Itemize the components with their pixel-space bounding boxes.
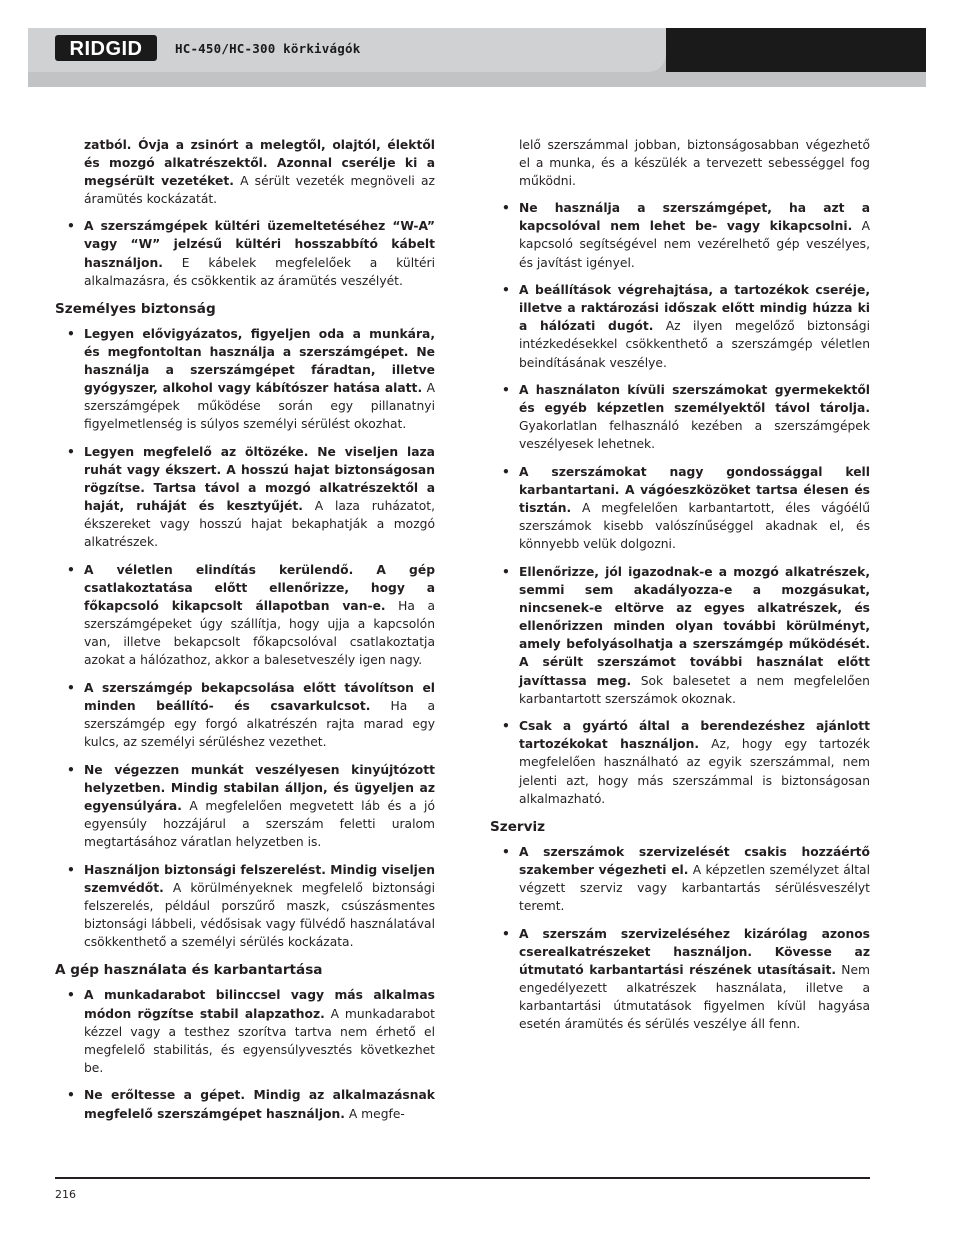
- list-item-text: Ha a szerszámgép egy forgó alkatrészén rajta marad egy kulcs, az személyi sérüléshez vezethet.: [84, 699, 435, 750]
- left-intro-list: [55, 217, 435, 289]
- list-item-bold: A véletlen elindítás kerülendő. A gép csatlakoztatása előtt ellenőrizze, hogy a főkapcsoló kikapcsolt állapotban van-e.: [84, 562, 435, 614]
- list-item-bold: Ne erőltesse a gépet. Mindig az alkalmazásnak megfelelő szerszámgépet használjon.: [84, 1088, 435, 1121]
- left-intro-text: A sérült vezeték megnöveli az áramütés kockázatát.: [84, 174, 435, 207]
- header-black-bar: [666, 28, 926, 72]
- list-item: [490, 281, 870, 371]
- list-item: [55, 443, 435, 552]
- list-item-bold: A szerszámok szervizelését csakis hozzáértő szakember végezheti el.: [519, 844, 870, 877]
- left-intro-paragraph: [55, 136, 435, 208]
- machine-use-list: [55, 986, 435, 1122]
- list-item: [55, 325, 435, 434]
- list-item-text: E kábelek megfelelőek a kültéri alkalmazásra, és csökkentik az áramütés veszélyét.: [84, 255, 435, 288]
- list-item-bold: A szerszámokat nagy gondossággal kell karbantartani. A vágóeszközöket tartsa élesen és tisztán.: [519, 465, 870, 516]
- list-item-text: A kapcsoló segítségével nem vezérelhető gép veszélyes, és javítást igényel.: [519, 219, 870, 270]
- list-item-text: A laza ruházatot, ékszereket vagy hosszú hajat bekaphatják a mozgó alkatrészek.: [84, 499, 435, 550]
- list-item: [55, 861, 435, 951]
- list-item-bold: A használaton kívüli szerszámokat gyermekektől és egyéb képzetlen személyektől távol tárolja.: [519, 383, 870, 416]
- list-item-text: Az, hogy egy tartozék megfelelően használható az egyik szerszámmal, nem jelenti azt, hogy más szerszámmal is biztonságosan alkalmazható.: [519, 737, 870, 806]
- list-item: [490, 381, 870, 453]
- list-item-bold: A szerszámgép bekapcsolása előtt távolítson el minden beállító- és csavarkulcsot.: [84, 681, 435, 714]
- ridgid-logo: [55, 35, 157, 61]
- page-title: HC-450/HC-300 körkivágók: [175, 41, 361, 56]
- list-item-text: Gyakorlatlan felhasználó kezében a szerszámgépek veszélyesek lehetnek.: [519, 419, 870, 452]
- list-item-text: A megfelelően karbantartott, éles vágóélű szerszámok kisebb valószínűséggel akadnak el, és könnyebb velük dolgozni.: [519, 501, 870, 552]
- list-item: [55, 761, 435, 851]
- logo-text: RIDGID: [69, 38, 143, 60]
- section-heading-machine-use: A gép használata és karbantartása: [55, 962, 323, 979]
- list-item: [55, 986, 435, 1076]
- list-item: [55, 217, 435, 289]
- list-item-bold: Csak a gyártó által a berendezéshez ajánlott tartozékokat használjon.: [519, 719, 870, 752]
- list-item-text: A munkadarabot kézzel vagy a testhez szorítva tartva nem érhető el megfelelő stabilitás, és egyensúlyvesztés következhet be.: [84, 1006, 435, 1075]
- personal-safety-list: [55, 325, 435, 952]
- list-item-text: A megfelelően megvetett láb és a jó egyensúly hozzájárul a szerszám feletti uralom megtartásához váratlan helyzetben is.: [84, 799, 435, 850]
- list-item: [490, 463, 870, 553]
- list-item: [490, 563, 870, 708]
- list-item: [490, 199, 870, 271]
- list-item-text: A körülményeknek megfelelő biztonsági felszerelés, például porszűrő maszk, csúszásmentes biztonsági lábbeli, védősisak vagy fülvédő használatával csökkenthető a személyi sérülés kockázata.: [84, 880, 435, 950]
- list-item-text: A képzetlen személyzet által végzett szerviz vagy karbantartás sérülésveszélyt teremt.: [519, 862, 870, 914]
- list-item-bold: A munkadarabot bilinccsel vagy más alkalmas módon rögzítse stabil alapzathoz.: [84, 988, 435, 1021]
- section-heading-personal-safety: Személyes biztonság: [55, 300, 216, 317]
- list-item-bold: A szerszámgépek kültéri üzemeltetéséhez “W-A” vagy “W” jelzésű kültéri hosszabbító kábelt használjon.: [84, 219, 435, 270]
- list-item-bold: Legyen megfelelő az öltözéke. Ne viseljen laza ruhát vagy ékszert. A hosszú hajat biztonságosan rögzítse. Tartsa távol a mozgó alkatrészektől a haját, ruháját és kesztyűjét.: [84, 444, 435, 514]
- list-item-bold: A beállítások végrehajtása, a tartozékok cseréje, illetve a raktározási időszak előtt mindig húzza ki a hálózati dugót.: [519, 283, 870, 334]
- list-item-text: A megfe-: [344, 1106, 405, 1121]
- list-item-bold: Legyen elővigyázatos, figyeljen oda a munkára, és megfontoltan használja a szerszámgépet. Ne használja a szerszámgépet fáradtan, illetve gyógyszer, alkohol vagy kábítószer hatása alatt.: [84, 326, 435, 396]
- list-item: [490, 717, 870, 807]
- list-item-bold: A szerszám szervizeléséhez kizárólag azonos cserealkatrészeket használjon. Kövesse az útmutató karbantartási részének utasításait.: [519, 926, 870, 977]
- list-item: [55, 679, 435, 751]
- service-list: [490, 843, 870, 1033]
- right-list: [490, 199, 870, 807]
- list-item: [490, 925, 870, 1034]
- list-item-text: Az ilyen megelőző biztonsági intézkedésekkel csökkenthető a szerszámgép véletlen beindításának veszélye.: [519, 319, 870, 370]
- right-column: [490, 136, 870, 1043]
- list-item-text: Nem engedélyezett alkatrészek használata, illetve a karbantartási útmutatások figyelmen kívül hagyása esetén áramütés és sérülés veszélye áll fenn.: [519, 962, 870, 1032]
- section-heading-service: Szerviz: [490, 818, 546, 835]
- list-item-bold: Használjon biztonsági felszerelést. Mindig viseljen szemvédőt.: [84, 862, 435, 895]
- footer-divider: [55, 1177, 870, 1179]
- list-item-bold: Ellenőrizze, jól igazodnak-e a mozgó alkatrészek, semmi sem akadályozza-e a mozgásukat, nincsenek-e eltörve az egyes alkatrészek, és ellenőrizzen minden olyan további körülményt, amely befolyásolhatja a szerszámgép működését. A sérült szerszámot további használat előtt javíttassa meg.: [519, 564, 870, 688]
- list-item-text: Ha a szerszámgépeket úgy szállítja, hogy ujja a kapcsolón van, illetve bekapcsolt főkapcsolóval csatlakoztatja azokat a hálózathoz, akkor a balesetveszély igen nagy.: [84, 599, 435, 668]
- list-item: [490, 843, 870, 915]
- right-intro-paragraph: lelő szerszámmal jobban, biztonságosabban végezhető el a munka, és a készülék a tervezett sebességgel fog működni.: [519, 138, 870, 189]
- list-item: [55, 1086, 435, 1122]
- page-number: 216: [55, 1188, 76, 1201]
- left-column: [55, 136, 435, 1132]
- list-item: [55, 561, 435, 670]
- left-intro-bold: zatból. Óvja a zsinórt a melegtől, olajtól, élektől és mozgó alkatrészektől. Azonnal cserélje ki a megsérült vezetéket.: [84, 138, 435, 189]
- list-item-text: Sok balesetet a nem megfelelően karbantartott szerszámok okoznak.: [519, 673, 870, 706]
- list-item-bold: Ne használja a szerszámgépet, ha azt a kapcsolóval nem lehet be- vagy kikapcsolni.: [519, 201, 870, 234]
- list-item-bold: Ne végezzen munkát veszélyesen kinyújtózott helyzetben. Mindig stabilan álljon, és ügyeljen az egyensúlyára.: [84, 762, 435, 814]
- list-item-text: A szerszámgépek működése során egy pillanatnyi figyelmetlenség is súlyos személyi sérülést okozhat.: [84, 381, 435, 432]
